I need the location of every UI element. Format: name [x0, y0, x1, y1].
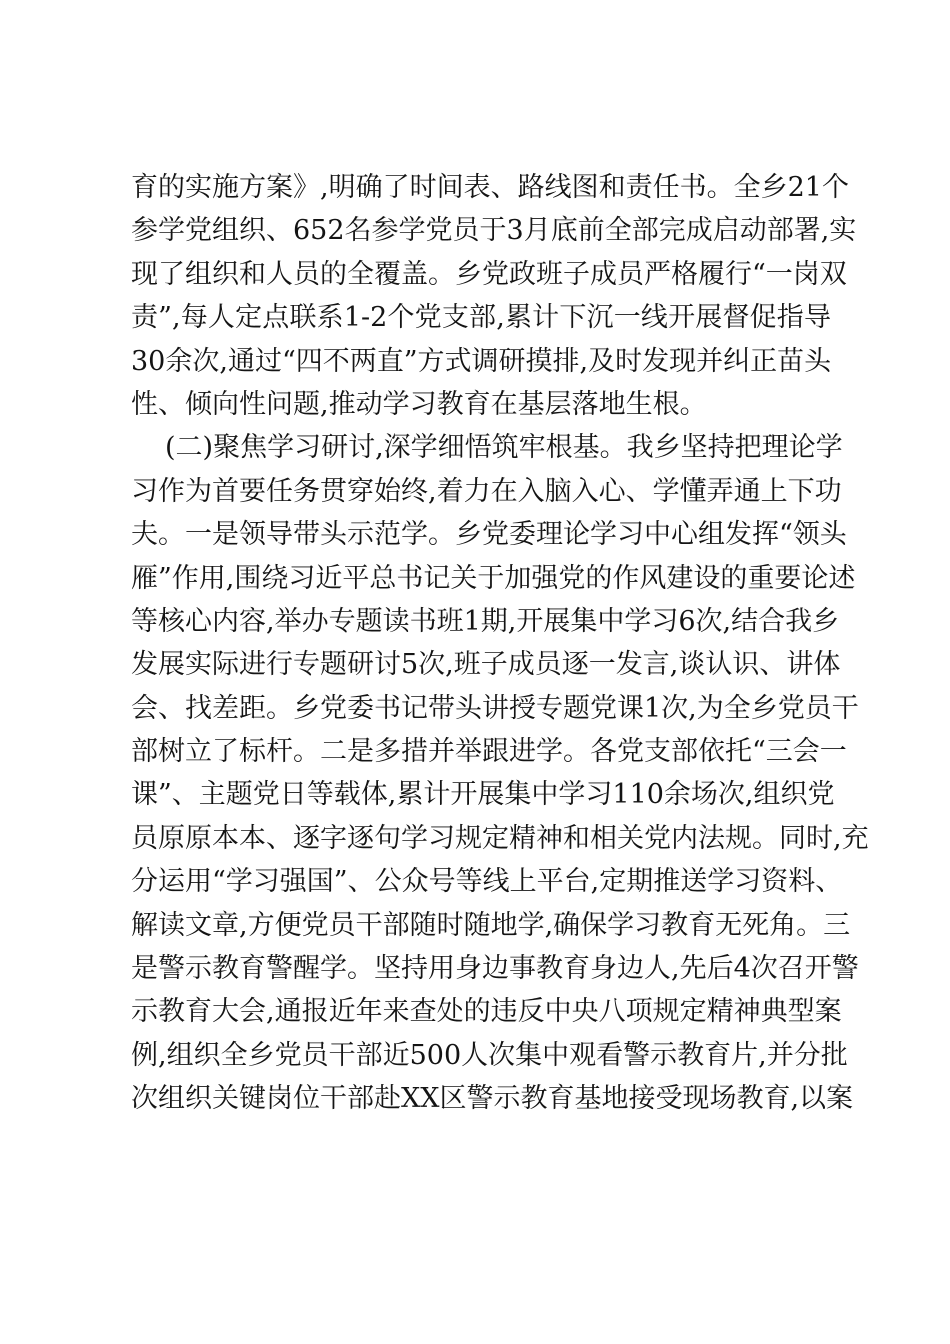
text-line: 会、找差距。乡党委书记带头讲授专题党课1次,为全乡党员干 [131, 692, 859, 724]
text-line: 夫。一是领导带头示范学。乡党委理论学习中心组发挥“领头 [131, 519, 847, 551]
body-text [131, 166, 869, 1121]
text-line: 员原原本本、逐字逐句学习规定精神和相关党内法规。同时,充 [131, 822, 869, 854]
text-line: 等核心内容,举办专题读书班1期,开展集中学习6次,结合我乡 [131, 605, 840, 637]
text-line: 是警示教育警醒学。坚持用身边事教育身边人,先后4次召开警 [131, 953, 859, 985]
text-line: 次组织关键岗位干部赴XX区警示教育基地接受现场教育,以案 [131, 1083, 854, 1115]
text-line: 参学党组织、652名参学党员于3月底前全部完成启动部署,实 [131, 215, 857, 247]
text-line: 育的实施方案》,明确了时间表、路线图和责任书。全乡21个 [131, 172, 849, 203]
text-line: 分运用“学习强国”、公众号等线上平台,定期推送学习资料、 [131, 866, 843, 898]
text-line: 责”,每人定点联系1-2个党支部,累计下沉一线开展督促指导 [131, 302, 831, 334]
text-line: 30余次,通过“四不两直”方式调研摸排,及时发现并纠正苗头 [131, 345, 832, 377]
text-line: 性、倾向性问题,推动学习教育在基层落地生根。 [131, 388, 707, 420]
text-line: 例,组织全乡党员干部近500人次集中观看警示教育片,并分批 [131, 1039, 848, 1071]
text-line: 习作为首要任务贯穿始终,着力在入脑入心、学懂弄通上下功 [131, 475, 842, 507]
text-line: 部树立了标杆。二是多措并举跟进学。各党支部依托“三会一 [131, 736, 847, 768]
text-line: 发展实际进行专题研讨5次,班子成员逐一发言,谈认识、讲体 [131, 649, 841, 681]
text-line: 课”、主题党日等载体,累计开展集中学习110余场次,组织党 [131, 779, 835, 811]
text-line: 雁”作用,围绕习近平总书记关于加强党的作风建设的重要论述 [131, 562, 856, 594]
section-heading-line: (二)聚焦学习研讨,深学细悟筑牢根基。我乡坚持把理论学 [165, 432, 843, 464]
text-line: 示教育大会,通报近年来查处的违反中央八项规定精神典型案 [131, 996, 842, 1028]
text-line: 解读文章,方便党员干部随时随地学,确保学习教育无死角。三 [131, 909, 851, 941]
text-line: 现了组织和人员的全覆盖。乡党政班子成员严格履行“一岗双 [131, 258, 847, 290]
